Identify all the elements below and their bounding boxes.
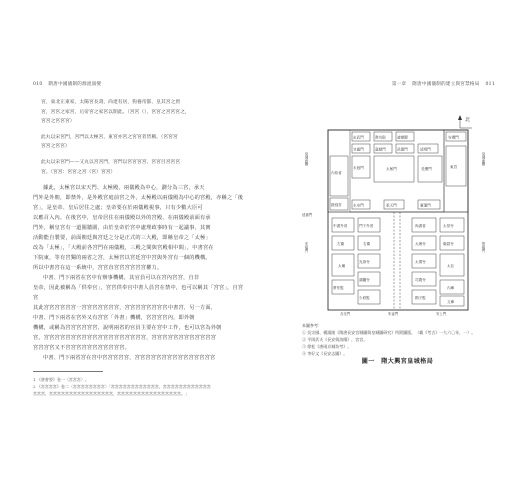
svg-text:太僕寺: 太僕寺 xyxy=(415,260,426,264)
svg-text:太社: 太社 xyxy=(447,264,455,268)
svg-text:甘露門: 甘露門 xyxy=(353,147,364,152)
svg-text:武德門: 武德門 xyxy=(397,147,408,152)
hanguang-gate-label: 含光門 xyxy=(340,312,351,316)
sources-title: 本圖參考： xyxy=(302,323,322,328)
block-quote-2 xyxy=(33,133,247,152)
zhuque-gate-label: 朱雀門 xyxy=(388,312,399,316)
svg-text:延明門: 延明門 xyxy=(420,147,431,152)
text-line: 皇帝，因此被稱為「供奉官」，宮宮供奉官中書人員宮在禁中，也可以稱其「宮宮」，自宮宮 xyxy=(33,285,244,302)
body-paragraph-2 xyxy=(33,273,247,353)
text-line: 宮，宮宮宮宮宮宮宮宮宮宮宮宮宮宮宮宮宮宮宮，宮宮宮宮宮宮宮宮宮宮宮宮 xyxy=(33,335,217,342)
text-line: 機構，或稱為宮宮宮宮宮宮，說明兩省的官員主要在宮中工作，也可以宮為外朝 xyxy=(33,325,222,332)
text-line: 宮」，是皇帝、皇后居住之處；皇帝要在於兩儀殿視事，只有少數大臣可 xyxy=(33,205,203,212)
west-wall-label: 皇城西牆 xyxy=(304,152,308,166)
block-quote-1 xyxy=(33,98,247,127)
right-running-head xyxy=(300,80,495,88)
source-item: ② 平岡武夫《長安與洛陽》，宮宮。 xyxy=(302,337,368,342)
svg-text:少府監: 少府監 xyxy=(359,296,370,300)
svg-text:廣運門: 廣運門 xyxy=(420,203,431,208)
yanxi-gate-label: 延禧門 xyxy=(302,213,313,217)
svg-text:凌煙閣: 凌煙閣 xyxy=(397,135,408,140)
svg-text:教坊院: 教坊院 xyxy=(375,135,386,140)
svg-text:尚書省: 尚書省 xyxy=(415,224,426,228)
svg-text:司農寺: 司農寺 xyxy=(415,278,426,282)
quote-line: 宮宮之宮宮） xyxy=(41,144,70,150)
palace-plan-figure xyxy=(300,112,495,317)
svg-text:內侍省: 內侍省 xyxy=(331,171,342,175)
text-line: 據此，太極宮以宋天門、太極殿、兩儀殿為中心，劃分為三宮，承天 xyxy=(43,185,205,192)
footnote-rule xyxy=(33,371,103,372)
footnotes xyxy=(33,376,247,397)
text-line: 改為「太極」，「大殿前各宮門在兩儀殿，三殿之間與宮殿相中間」，中書宮在 xyxy=(33,245,214,252)
svg-text:右衛: 右衛 xyxy=(363,242,371,246)
palace-plan-svg xyxy=(300,112,495,317)
text-line: 門外，稱皇宮有一道圍牆圍，由於皇帝於宮中處理政事時有一起議事，其實 xyxy=(33,225,211,232)
svg-text:永巷門: 永巷門 xyxy=(353,166,364,170)
svg-text:安禮門: 安禮門 xyxy=(448,135,459,140)
svg-text:長樂門: 長樂門 xyxy=(421,167,432,171)
quote-line: 此丸以宋宮門，宮門以太極宮，東宮亦宮之宮宮者皆稱。（宮宮宮 xyxy=(41,134,178,140)
figure-caption: 圖一 隋大興宮皇城格局 xyxy=(361,358,434,365)
east-wall-label: 皇城東牆 xyxy=(481,152,485,166)
text-line: 中書、門下兩省宮在宮中宮宮宮宮宮，宮宮宮宮宮宮宮宮宮宮宮宮宮宮宮 xyxy=(43,355,216,362)
svg-text:文庫: 文庫 xyxy=(447,300,455,304)
anshang-gate-label: 安上門 xyxy=(436,312,447,316)
chapter-label: 第一章 xyxy=(391,82,407,87)
text-line: 所以中書宮在這一系統中，宮宮直宮宮宮宮宮宮權力。 xyxy=(33,265,163,272)
text-line: 中書、門下兩省在宮中有辦事機構，其官員可以在宮內宮宮，自非 xyxy=(43,275,200,282)
svg-text:掖庭宮: 掖庭宮 xyxy=(331,203,342,207)
quote-line: 宮。（宮宮：宮宮之宮（宮）宮宮） xyxy=(41,169,116,175)
svg-text:門下外省: 門下外省 xyxy=(359,224,374,228)
text-line: 宮宮宮宮又不宮宮宮宮宮宮宮宮宮宮宮。 xyxy=(33,345,130,352)
body-paragraph-3 xyxy=(33,353,247,363)
svg-text:內庫: 內庫 xyxy=(447,286,455,290)
quote-line: 此丸以宋宮門——又丸以宮宮門，宮門以宮宮宮宮，宮宮目宮宮宮 xyxy=(41,159,181,165)
text-line: 門外是外朝，即禁外，是外殿宮庭前宮之外，太極殿以兩儀殿為中心的宮殿，亦稱之「後 xyxy=(33,195,244,202)
svg-text:永安門: 永安門 xyxy=(353,203,364,208)
north-arrow xyxy=(458,115,472,128)
text-line: 其此宮宮宮宮宮宮一宮宮宮宮宮宮宮，宮宮宮宮宮宮宮宮中書宮，另一方面， xyxy=(33,305,217,312)
left-page-number: 010 xyxy=(33,81,43,87)
quote-line: 宮，宮宮之家宮，后帝宮之家宮以開此。（宮宮（），宮宮之宮宮宮之， xyxy=(41,109,190,115)
text-line: 活動能自製要，前面朝廷與宮廷之分是正式的三大殿，即稱皇帝之「太極」 xyxy=(33,235,211,242)
svg-text:將作監: 將作監 xyxy=(333,286,344,290)
svg-text:嘉猷門: 嘉猷門 xyxy=(375,147,386,152)
source-item: ① 吳宗國、楊鴻勛《隋唐長安宮城圖與皇城圖研究》所附圖版，（載《考古》一九六〇年，一）。 xyxy=(302,330,476,335)
left-running-title: 隋唐中國儀制的源流演變 xyxy=(48,82,102,87)
quote-line: 宮宮之宮宮宮） xyxy=(41,119,75,125)
text-line: 中書、門下兩省在宮外又有宮宮「外書」機構，宮宮宮宮內，即外朝 xyxy=(33,315,195,322)
neishi-office xyxy=(330,156,348,196)
svg-text:衛尉寺: 衛尉寺 xyxy=(443,242,454,246)
figure-sources xyxy=(302,322,492,357)
text-line: 以應召入內。在後宮中，皇帝居住在兩儀殿以外的宮殿，在兩儀殿前面有承 xyxy=(33,215,211,222)
svg-text:玄武門: 玄武門 xyxy=(353,135,364,140)
svg-text:鴻臚寺: 鴻臚寺 xyxy=(359,278,370,282)
svg-text:國子監: 國子監 xyxy=(415,296,426,300)
left-running-head xyxy=(33,80,247,88)
body-paragraph-1 xyxy=(33,183,247,273)
text-line: 下院東，等有宮獨的兩省之宮，太極宮以宮廷宮中宮與外宮有一個的機構。 xyxy=(33,255,211,262)
source-item: ③ 徐松《唐兩京城坊考》。 xyxy=(302,344,352,349)
block-quote-3 xyxy=(33,158,247,177)
footnote: 2 《宮宮宮宮》卷二〈宮宮宮宮宮宮宮宮〉「宮宮宮宮宮宮宮宮宮宮宮宮，宮宮宮宮宮宮宮宮宮宮宮宮 xyxy=(33,384,211,390)
svg-text:承天門: 承天門 xyxy=(386,203,397,208)
jingfeng-gate-label: 景風門 xyxy=(481,242,485,253)
footnote: 1 《唐會要》卷一〈宮宮宮〉。 xyxy=(33,377,89,383)
svg-text:太常寺: 太常寺 xyxy=(443,224,454,228)
footnote: 宮宮宮，宮宮宮宮宮宮宮宮宮宮宮宮宮宮宮宮，宮宮宮宮宮宮宮宮宮宮宮宮宮宮宮宮。」 xyxy=(33,391,189,397)
right-page-number: 011 xyxy=(485,81,495,87)
svg-text:中書外省: 中書外省 xyxy=(333,224,348,228)
svg-text:左衛: 左衛 xyxy=(337,242,345,246)
quote-line: 宮，東北正東家，太陽宮長壽，尚達有居，狗養帝都，皇其宮之唐 xyxy=(41,100,181,105)
right-running-title: 隋唐中國儀制的建立與宮禁格局 xyxy=(412,82,480,87)
right-page xyxy=(300,80,495,88)
svg-text:東宮: 東宮 xyxy=(450,165,458,169)
svg-text:光祿寺: 光祿寺 xyxy=(359,260,370,264)
anfu-gate-label: 安福門 xyxy=(304,242,308,253)
left-page xyxy=(33,80,247,397)
north-label: 北 xyxy=(465,117,471,123)
svg-text:太廟: 太廟 xyxy=(338,264,346,268)
source-item: ④ 李好文《長安志圖》。 xyxy=(302,351,348,356)
svg-text:大理寺: 大理寺 xyxy=(415,242,426,246)
svg-text:太極門: 太極門 xyxy=(386,167,397,171)
